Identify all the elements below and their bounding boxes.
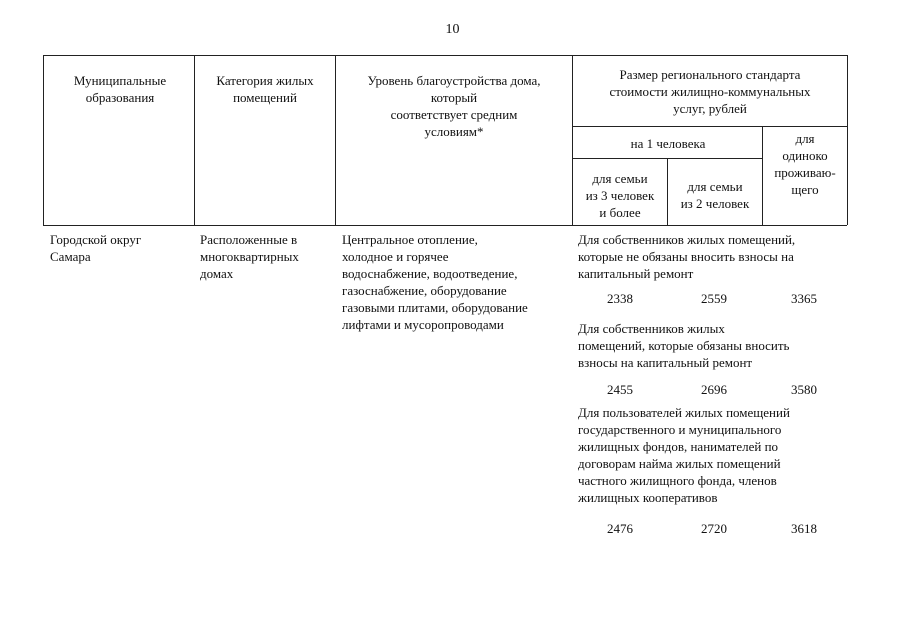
cell-text-line: Расположенные в [200, 232, 298, 247]
header-amenities-line: который [430, 90, 478, 105]
value-single: 3580 [791, 382, 817, 397]
cell-amenities [342, 231, 574, 333]
col-divider-3 [572, 55, 573, 225]
cell-text-line: Самара [50, 249, 91, 264]
header-bottom-border [43, 225, 847, 226]
group-text-line: взносы на капитальный ремонт [578, 355, 753, 370]
group-1-description [578, 231, 846, 282]
header-family-2-line: из 2 человек [680, 196, 750, 211]
header-amenities-line: соответствует средним [390, 107, 518, 122]
col-divider-5 [762, 126, 763, 225]
value-family-3: 2455 [607, 382, 633, 397]
header-single-line: для [795, 131, 815, 146]
header-category: Категория жилых помещений [216, 73, 314, 105]
header-standard-size: Размер регионального стандарта стоимости жилищно-коммунальных услуг, рублей [609, 67, 811, 116]
table-top-border [43, 55, 847, 56]
header-amenities-line: условиям* [424, 124, 484, 139]
header-family-3-line: для семьи [592, 171, 648, 186]
value-family-2: 2559 [701, 291, 727, 306]
group-text-line: договорам найма жилых помещений [578, 456, 781, 471]
value-single: 3365 [791, 291, 817, 306]
group-text-line: государственного и муниципального [578, 422, 782, 437]
header-family-2-line: для семьи [687, 179, 743, 194]
col-divider-2 [335, 55, 336, 225]
value-family-3: 2338 [607, 291, 633, 306]
group-text-line: Для пользователей жилых помещений [578, 405, 790, 420]
header-per-person: на 1 человека [630, 136, 706, 151]
cell-text-line: многоквартирных [200, 249, 299, 264]
header-single [764, 130, 846, 198]
group-divider-line [572, 126, 847, 127]
group-text-line: жилищных кооперативов [578, 490, 718, 505]
cell-text-line: газовыми плитами, оборудование [342, 300, 528, 315]
header-single-line: щего [791, 182, 819, 197]
group-text-line: которые не обязаны вносить взносы на [578, 249, 794, 264]
header-family-3 [574, 170, 666, 221]
cell-text-line: домах [200, 266, 234, 281]
cell-category [200, 231, 334, 282]
group-text-line: жилищных фондов, нанимателей по [578, 439, 779, 454]
header-amenities-line: Уровень благоустройства дома, [367, 73, 541, 88]
page-number: 10 [445, 22, 460, 37]
group-text-line: Для собственников жилых [578, 321, 725, 336]
header-family-3-line: и более [599, 205, 641, 220]
group-text-line: помещений, которые обязаны вносить [578, 338, 790, 353]
group-text-line: капитальный ремонт [578, 266, 694, 281]
header-family-3-line: из 3 человек [585, 188, 655, 203]
cell-text-line: Центральное отопление, [342, 232, 478, 247]
value-family-2: 2720 [701, 521, 727, 536]
value-single: 3618 [791, 521, 817, 536]
group-3-description [578, 404, 846, 506]
cell-text-line: газоснабжение, оборудование [342, 283, 507, 298]
cell-text-line: лифтами и мусоропроводами [342, 317, 504, 332]
cell-text-line: водоснабжение, водоотведение, [342, 266, 518, 281]
cell-text-line: холодное и горячее [342, 249, 449, 264]
header-family-2 [668, 178, 762, 212]
header-single-line: проживаю- [774, 165, 836, 180]
header-municipality: Муниципальные образования [73, 73, 167, 105]
value-family-2: 2696 [701, 382, 727, 397]
header-amenities [338, 72, 570, 140]
group-text-line: частного жилищного фонда, членов [578, 473, 777, 488]
cell-text-line: Городской округ [50, 232, 142, 247]
cell-municipality [50, 231, 190, 265]
table-right-border [847, 55, 848, 225]
value-family-3: 2476 [607, 521, 633, 536]
header-single-line: одиноко [782, 148, 828, 163]
group-2-description [578, 320, 846, 371]
col-divider-1 [194, 55, 195, 225]
table-left-border [43, 55, 44, 225]
group-text-line: Для собственников жилых помещений, [578, 232, 796, 247]
